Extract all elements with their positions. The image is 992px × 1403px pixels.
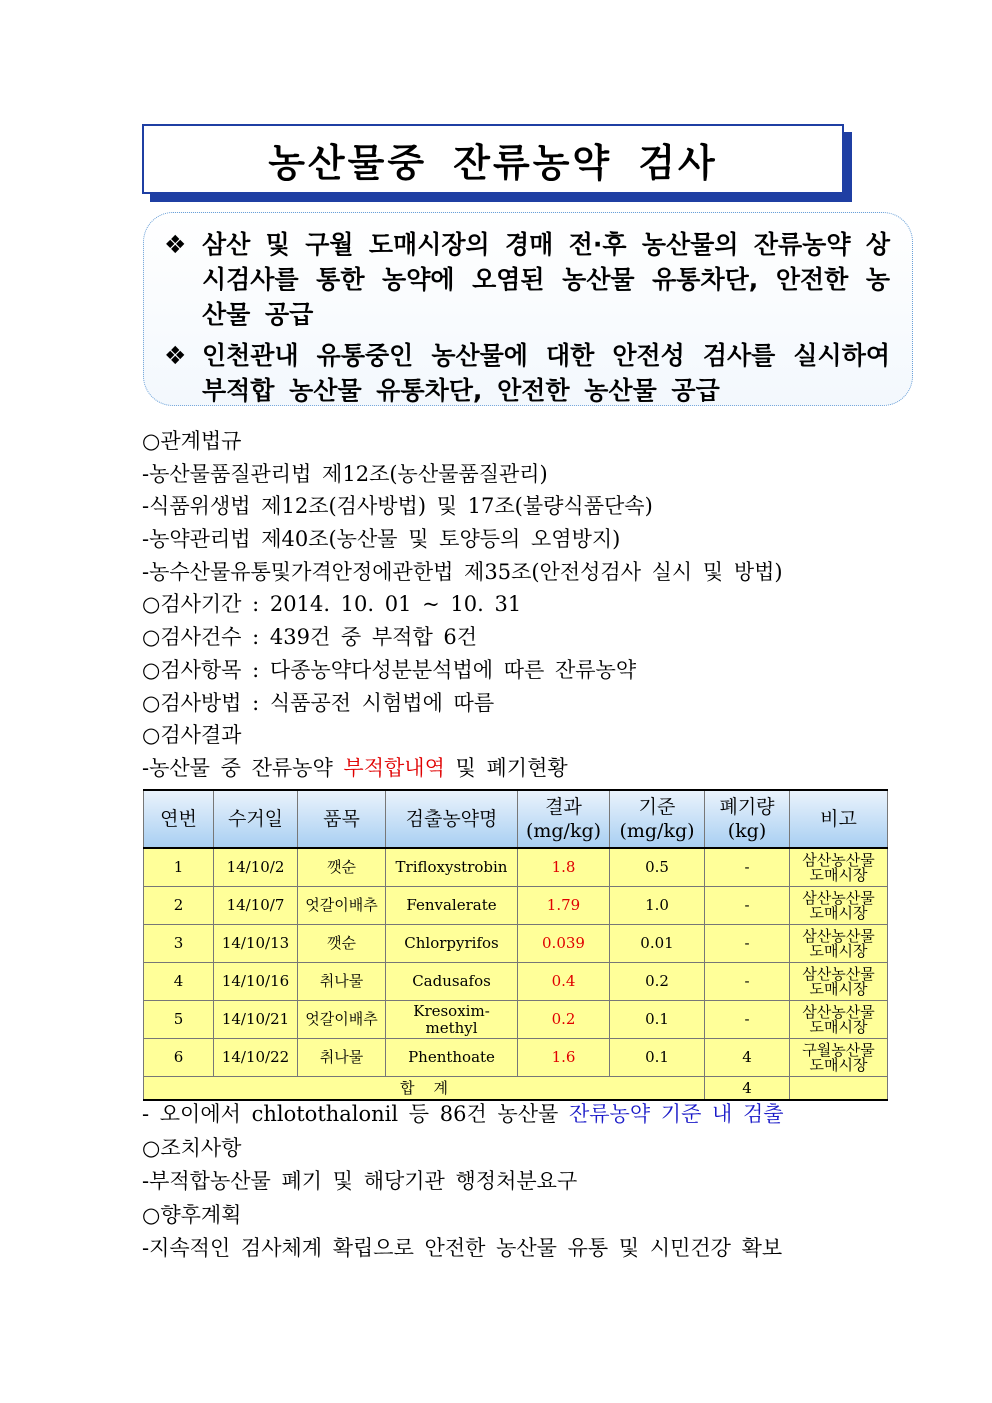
results-highlight: 부적합내역 <box>343 755 445 780</box>
results-intro <box>142 752 902 785</box>
table-cell: 1 <box>144 848 214 887</box>
table-cell: 0.2 <box>518 1001 610 1039</box>
table-cell: 엇갈이배추 <box>298 887 386 925</box>
summary-item <box>164 227 890 332</box>
summary-box <box>143 212 913 406</box>
table-cell: 0.2 <box>610 963 705 1001</box>
plan-item: -지속적인 검사체계 확립으로 안전한 농산물 유통 및 시민건강 확보 <box>142 1236 783 1260</box>
table-cell: 깻순 <box>298 848 386 887</box>
table-cell: 취나물 <box>298 1039 386 1077</box>
table-cell: 삼산농산물 도매시장 <box>790 963 888 1001</box>
table-cell: 14/10/13 <box>214 925 298 963</box>
total-label: 합 계 <box>144 1077 705 1101</box>
table-cell: 0.1 <box>610 1039 705 1077</box>
table-cell: 14/10/2 <box>214 848 298 887</box>
table-cell: 삼산농산물 도매시장 <box>790 887 888 925</box>
heading-actions: ○조치사항 <box>142 1135 242 1160</box>
law-item: -농약관리법 제40조(농산물 및 토양등의 오염방지) <box>142 527 621 552</box>
header-cell: 연번 <box>144 790 214 848</box>
total-value: 4 <box>705 1077 790 1101</box>
header-cell: 폐기량 (kg) <box>705 790 790 848</box>
law-item: -농수산물유통및가격안정에관한법 제35조(안전성검사 실시 및 방법) <box>142 559 783 584</box>
table-row <box>144 925 888 963</box>
table-cell: 0.039 <box>518 925 610 963</box>
table-cell: Chlorpyrifos <box>386 925 518 963</box>
results-intro-text: -농산물 중 잔류농약 <box>142 755 344 780</box>
table-cell: Cadusafos <box>386 963 518 1001</box>
table-cell: 깻순 <box>298 925 386 963</box>
table-row <box>144 848 888 887</box>
inspection-method: ○검사방법 : 식품공전 시험법에 따름 <box>142 690 495 715</box>
table-row <box>144 963 888 1001</box>
table-row <box>144 1039 888 1077</box>
diamond-bullet-icon: ❖ <box>164 341 187 370</box>
header-cell: 수거일 <box>214 790 298 848</box>
law-item: -식품위생법 제12조(검사방법) 및 17조(불량식품단속) <box>142 494 653 519</box>
table-cell: 14/10/16 <box>214 963 298 1001</box>
heading-laws: ○관계법규 <box>142 429 242 453</box>
table-cell: 1.79 <box>518 887 610 925</box>
note-text: - 오이에서 chlotothalonil 등 86건 농산물 <box>142 1102 569 1126</box>
title-box <box>142 124 844 194</box>
note-highlight: 잔류농약 기준 내 검출 <box>568 1102 784 1126</box>
table-cell: - <box>705 925 790 963</box>
summary-item <box>164 338 890 408</box>
table-cell: - <box>705 963 790 1001</box>
law-item: -농산물품질관리법 제12조(농산물품질관리) <box>142 461 548 486</box>
table-cell: 14/10/7 <box>214 887 298 925</box>
table-cell: 0.1 <box>610 1001 705 1039</box>
heading-results: ○검사결과 <box>142 723 242 748</box>
table-cell: 1.0 <box>610 887 705 925</box>
table-cell: - <box>705 1001 790 1039</box>
table-cell: 0.01 <box>610 925 705 963</box>
table-cell: Trifloxystrobin <box>386 848 518 887</box>
table-cell: 3 <box>144 925 214 963</box>
note-line <box>142 1098 902 1132</box>
summary-text: 인천관내 유통중인 농산물에 대한 안전성 검사를 실시하여 부적합 농산물 유통차단, 안전한 농산물 공급 <box>202 341 890 405</box>
inspection-count: ○검사건수 : 439건 중 부적합 6건 <box>142 625 478 650</box>
table-cell: 5 <box>144 1001 214 1039</box>
summary-text: 삼산 및 구월 도매시장의 경매 전·후 농산물의 잔류농약 상시검사를 통한 농약에 오염된 농산물 유통차단, 안전한 농산물 공급 <box>202 230 890 329</box>
table-cell: Phenthoate <box>386 1039 518 1077</box>
table-row <box>144 887 888 925</box>
total-note-cell <box>790 1077 888 1101</box>
header-cell: 기준 (mg/kg) <box>610 790 705 848</box>
after-section <box>142 1098 902 1266</box>
table-row <box>144 1001 888 1039</box>
results-table <box>143 789 888 1101</box>
table-cell: 4 <box>705 1039 790 1077</box>
header-cell: 검출농약명 <box>386 790 518 848</box>
diamond-bullet-icon: ❖ <box>164 230 187 259</box>
table-cell: 4 <box>144 963 214 1001</box>
table-cell: - <box>705 848 790 887</box>
table-cell: 삼산농산물 도매시장 <box>790 848 888 887</box>
inspection-items: ○검사항목 : 다종농약다성분분석법에 따른 잔류농약 <box>142 657 637 682</box>
table-cell: 구월농산물 도매시장 <box>790 1039 888 1077</box>
header-cell: 품목 <box>298 790 386 848</box>
page-title: 농산물중 잔류농약 검사 <box>268 140 718 185</box>
table-cell: 삼산농산물 도매시장 <box>790 1001 888 1039</box>
results-intro-tail: 및 폐기현황 <box>444 755 568 780</box>
table-cell: 1.6 <box>518 1039 610 1077</box>
table-total-row <box>144 1077 888 1101</box>
body-section <box>142 425 902 785</box>
header-cell: 결과 (mg/kg) <box>518 790 610 848</box>
table-cell: 0.4 <box>518 963 610 1001</box>
table-cell: 0.5 <box>610 848 705 887</box>
table-cell: 2 <box>144 887 214 925</box>
table-cell: 6 <box>144 1039 214 1077</box>
table-cell: Fenvalerate <box>386 887 518 925</box>
inspection-period: ○검사기간 : 2014. 10. 01 ~ 10. 31 <box>142 592 522 617</box>
table-header-row <box>144 790 888 848</box>
table-cell: 14/10/21 <box>214 1001 298 1039</box>
table-cell: 14/10/22 <box>214 1039 298 1077</box>
table-cell: - <box>705 887 790 925</box>
table-cell: 1.8 <box>518 848 610 887</box>
table-cell: Kresoxim- methyl <box>386 1001 518 1039</box>
table-cell: 취나물 <box>298 963 386 1001</box>
heading-plan: ○향후계획 <box>142 1202 242 1227</box>
table-cell: 엇갈이배추 <box>298 1001 386 1039</box>
action-item: -부적합농산물 폐기 및 해당기관 행정처분요구 <box>142 1169 578 1193</box>
table-cell: 삼산농산물 도매시장 <box>790 925 888 963</box>
header-cell: 비고 <box>790 790 888 848</box>
